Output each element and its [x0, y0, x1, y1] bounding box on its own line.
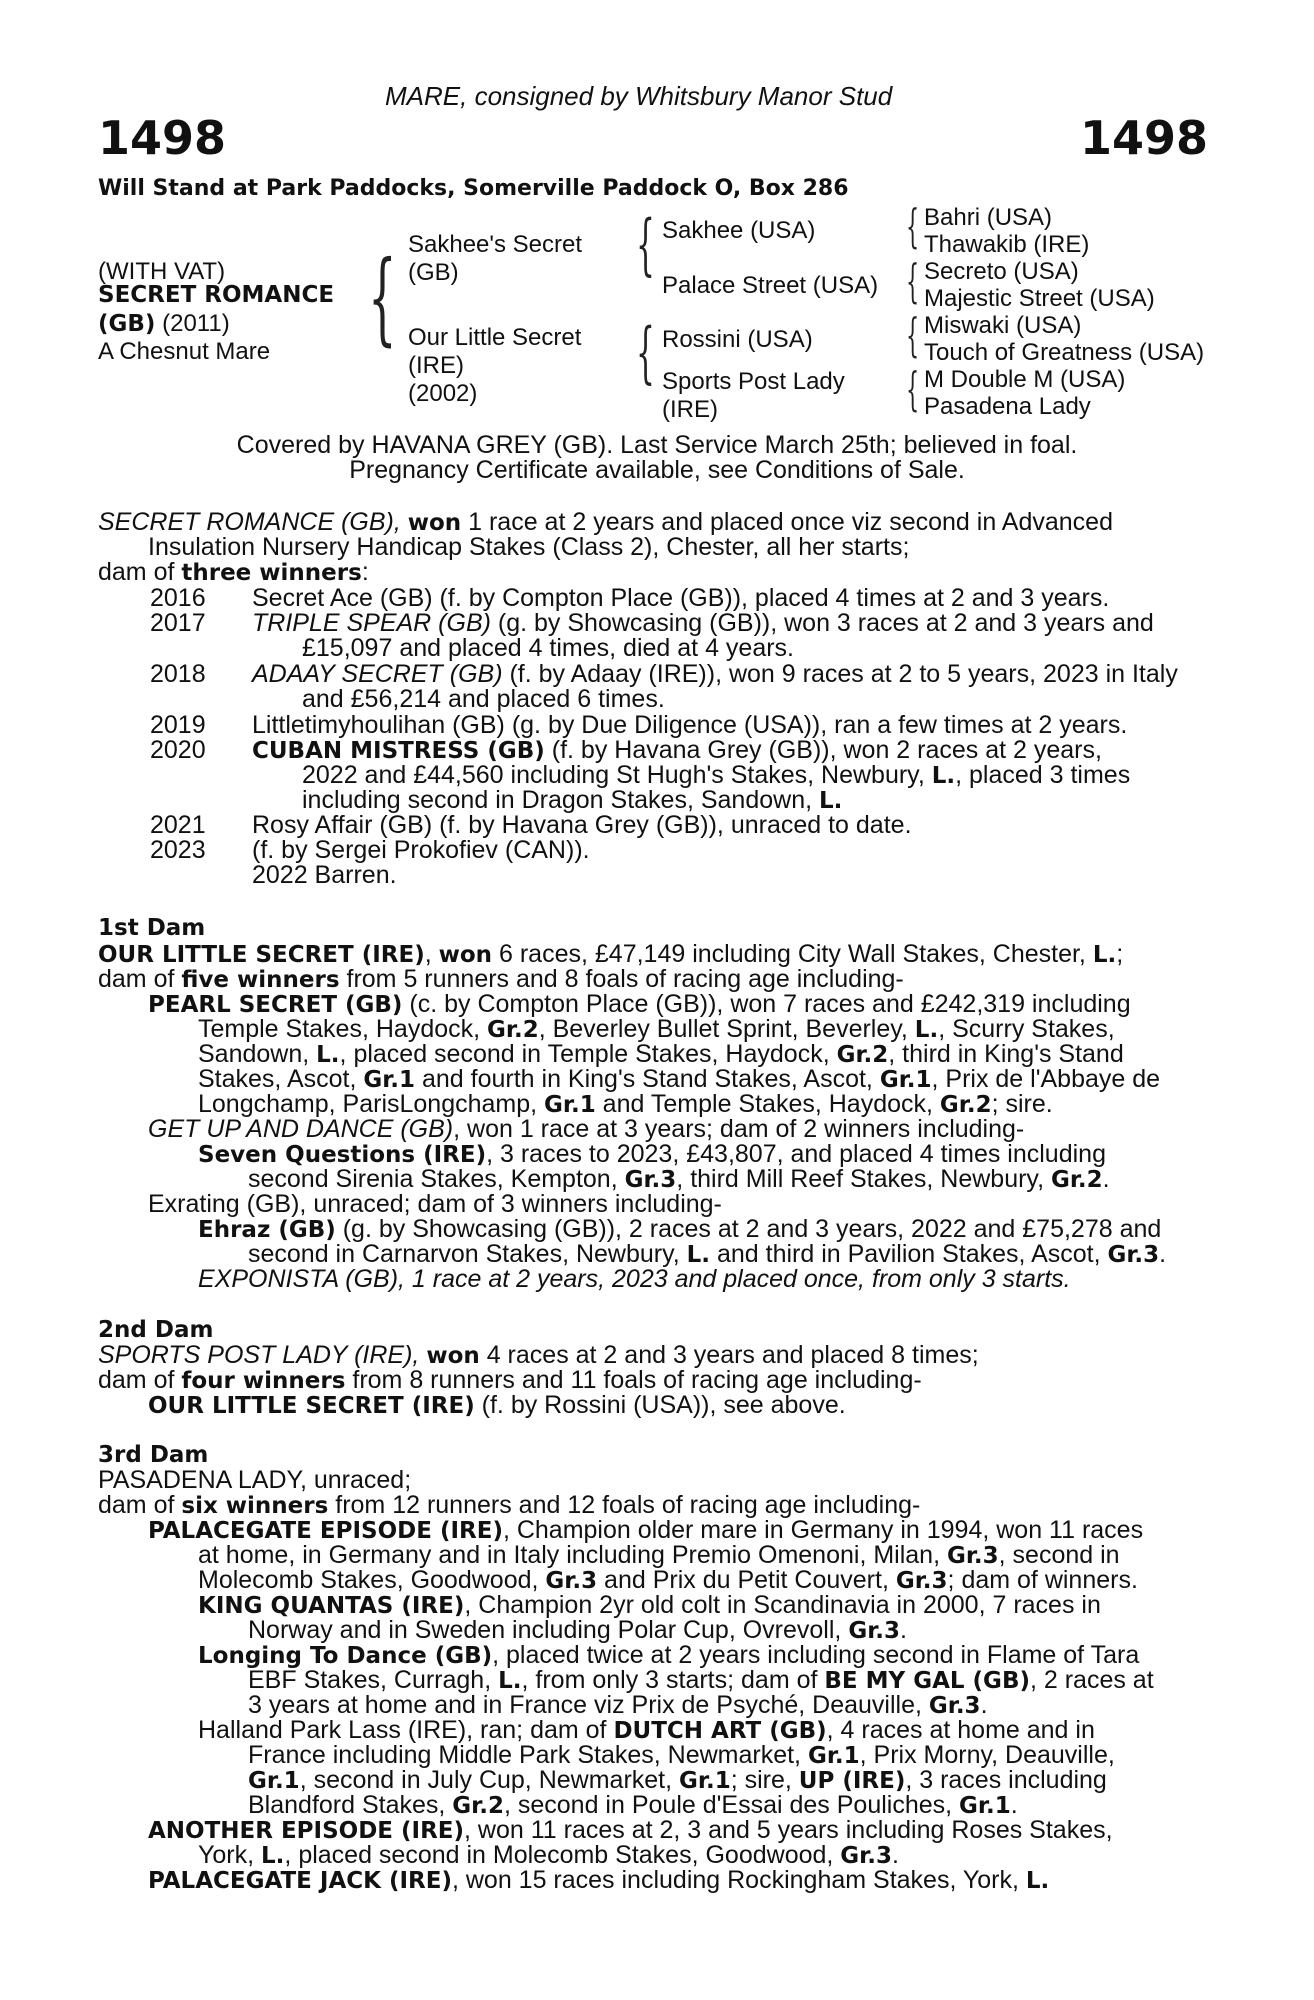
- text: , third in King's Stand: [888, 1040, 1124, 1068]
- second-dam-name: SPORTS POST LADY (IRE),: [98, 1341, 427, 1369]
- text: and Temple Stakes, Haydock,: [595, 1090, 940, 1118]
- first-dam-l1: 6 races, £47,149 including City Wall Stakes, Chester,: [492, 940, 1093, 968]
- great-grandsire-6: Touch of Greatness (USA): [924, 339, 1205, 366]
- kq-name: KING QUANTAS (IRE): [198, 1593, 465, 1619]
- grade-mark: Gr.2: [939, 1092, 992, 1118]
- five-winners: five winners: [181, 967, 340, 993]
- great-grandsire-3: Secreto (USA): [924, 258, 1079, 285]
- progeny-detail: (f. by Havana Grey (GB)), won 2 races at 2 years,: [544, 736, 1102, 764]
- progeny-year: 2018: [150, 660, 206, 688]
- progeny-name: ADAAY SECRET (GB): [252, 660, 503, 688]
- great-grandsire-2: Thawakib (IRE): [924, 231, 1090, 258]
- dam-name: Our Little Secret: [408, 324, 582, 351]
- listed-mark: L.: [1025, 1868, 1050, 1894]
- horse-year: (2011): [155, 310, 230, 337]
- seven-name: Seven Questions (IRE): [198, 1142, 487, 1168]
- text: and third in Pavilion Stakes, Ascot,: [710, 1240, 1108, 1268]
- listed-mark: L.: [261, 1843, 285, 1869]
- getup-line: [148, 1117, 1024, 1143]
- great-grandsire-4: Majestic Street (USA): [924, 285, 1155, 312]
- grade-mark: Gr.3: [895, 1568, 948, 1594]
- covered-line-2: Pregnancy Certificate available, see Conditions of Sale.: [349, 456, 965, 484]
- racing-l3c: :: [361, 558, 369, 586]
- consignor-line: MARE, consigned by Whitsbury Manor Stud: [385, 81, 893, 111]
- punct: ;: [1116, 940, 1124, 968]
- text: , 3 races including: [905, 1766, 1107, 1794]
- dam-origin: (IRE): [408, 352, 464, 379]
- grade-mark: Gr.1: [807, 1743, 860, 1769]
- ae-name: ANOTHER EPISODE (IRE): [148, 1818, 465, 1844]
- text: , Prix de l'Abbaye de: [931, 1065, 1161, 1093]
- text: , 4 races at home and in: [826, 1716, 1095, 1744]
- text: from 8 runners and 11 foals of racing age including-: [345, 1366, 922, 1394]
- text: Halland Park Lass (IRE), ran; dam of: [198, 1716, 614, 1744]
- text: , second in: [998, 1541, 1120, 1569]
- text: second in Carnarvon Stakes, Newbury,: [248, 1240, 687, 1268]
- text: , 3 races to 2023, £43,807, and placed 4 times including: [486, 1140, 1106, 1168]
- text: .: [891, 1841, 899, 1869]
- racing-line-2: Insulation Nursery Handicap Stakes (Class 2), Chester, all her starts;: [148, 533, 910, 561]
- progeny-detail: 2022 and £44,560 including St Hugh's Stakes, Newbury,: [302, 761, 932, 789]
- progeny-name: TRIPLE SPEAR (GB): [252, 609, 491, 637]
- grade-mark: Gr.2: [452, 1793, 504, 1819]
- listed-mark: L.: [1092, 942, 1117, 968]
- progeny-text: [252, 662, 1178, 688]
- listed-mark: L.: [316, 1042, 340, 1068]
- exrating-line: Exrating (GB), unraced; dam of 3 winners including-: [148, 1190, 722, 1218]
- third-dam-line-1: PASADENA LADY, unraced;: [98, 1466, 412, 1494]
- text: and fourth in King's Stand Stakes, Ascot,: [415, 1065, 880, 1093]
- progeny-text-cont: 2022 Barren.: [252, 861, 397, 889]
- grandsire-1: Sakhee (USA): [662, 217, 816, 244]
- text: EBF Stakes, Curragh,: [248, 1666, 499, 1694]
- text: Molecomb Stakes, Goodwood,: [198, 1566, 546, 1594]
- grandsire-4: Sports Post Lady: [662, 368, 845, 395]
- progeny-text: (f. by Sergei Prokofiev (CAN)).: [252, 836, 590, 864]
- sire-origin: (GB): [408, 259, 459, 286]
- pj-line: [148, 1868, 1049, 1895]
- grade-mark: Gr.3: [1107, 1242, 1160, 1268]
- brace-sire: {: [636, 206, 655, 283]
- dam-year: (2002): [408, 380, 478, 407]
- listed-mark: L.: [498, 1668, 522, 1694]
- brace-g4: {: [906, 362, 920, 416]
- grade-mark: Gr.1: [959, 1793, 1011, 1819]
- racing-l3a: dam of: [98, 558, 182, 586]
- text: (g. by Showcasing (GB)), 2 races at 2 and 3 years, 2022 and £75,278 and: [335, 1215, 1162, 1243]
- grade-mark: Gr.3: [848, 1618, 900, 1644]
- text: , 2 races at: [1029, 1666, 1154, 1694]
- text: second Sirenia Stakes, Kempton,: [248, 1165, 625, 1193]
- four-winners: four winners: [181, 1368, 346, 1394]
- ols-name: OUR LITTLE SECRET (IRE): [148, 1393, 475, 1419]
- racing-line-3: [98, 560, 369, 587]
- grade-mark: Gr.3: [624, 1167, 677, 1193]
- progeny-year: 2016: [150, 584, 206, 612]
- text: , second in Poule d'Essai des Pouliches,: [503, 1791, 960, 1819]
- sire-name: Sakhee's Secret: [408, 231, 583, 258]
- text: Blandford Stakes,: [248, 1791, 453, 1819]
- grade-mark: Gr.1: [248, 1768, 300, 1794]
- text: from 5 runners and 8 foals of racing age including-: [339, 965, 904, 993]
- text: , won 11 races at 2, 3 and 5 years including Roses Stakes,: [464, 1816, 1113, 1844]
- text: at home, in Germany and in Italy including Premio Omenoni, Milan,: [198, 1541, 947, 1569]
- grade-mark: Gr.3: [928, 1693, 981, 1719]
- grade-mark: Gr.3: [545, 1568, 598, 1594]
- great-grandsire-1: Bahri (USA): [924, 204, 1053, 231]
- text: Stakes, Ascot,: [198, 1065, 364, 1093]
- ltd-name: Longing To Dance (GB): [198, 1643, 493, 1669]
- text: .: [900, 1616, 907, 1644]
- text: .: [980, 1691, 988, 1719]
- text: , placed twice at 2 years including second in Flame of Tara: [492, 1641, 1140, 1669]
- progeny-year: 2019: [150, 711, 206, 739]
- text: France including Middle Park Stakes, Newmarket,: [248, 1741, 808, 1769]
- text: , Champion 2yr old colt in Scandinavia in 2000, 7 races in: [464, 1591, 1101, 1619]
- grade-mark: Gr.1: [363, 1067, 416, 1093]
- text: (c. by Compton Place (GB)), won 7 races and £242,319 including: [402, 990, 1131, 1018]
- grandsire-3: Rossini (USA): [662, 326, 813, 353]
- ehraz-name: Ehraz (GB): [198, 1217, 336, 1243]
- text: , placed second in Molecomb Stakes, Goodwood,: [284, 1841, 841, 1869]
- lot-number-right: 1498: [1079, 111, 1208, 165]
- progeny-detail: (g. by Showcasing (GB)), won 3 races at 2 and 3 years and: [490, 609, 1154, 637]
- racing-l1-tail: 1 race at 2 years and placed once viz second in Advanced: [461, 508, 1113, 536]
- text: , from only 3 starts; dam of: [521, 1666, 825, 1694]
- horse-name: SECRET ROMANCE: [98, 282, 335, 308]
- pe-name: PALACEGATE EPISODE (IRE): [148, 1518, 503, 1544]
- progeny-text: [252, 611, 1154, 637]
- text: .: [1102, 1165, 1110, 1193]
- text: dam of: [98, 1491, 182, 1519]
- grade-mark: Gr.2: [487, 1017, 539, 1043]
- great-grandsire-5: Miswaki (USA): [924, 312, 1082, 339]
- comma: ,: [424, 940, 439, 968]
- lot-number-left: 1498: [98, 111, 227, 165]
- vat-note: (WITH VAT): [98, 258, 226, 285]
- bmg-name: BE MY GAL (GB): [824, 1668, 1030, 1694]
- progeny-detail: (f. by Adaay (IRE)), won 9 races at 2 to 5 years, 2023 in Italy: [502, 660, 1178, 688]
- text: , second in July Cup, Newmarket,: [299, 1766, 680, 1794]
- text: , Beverley Bullet Sprint, Beverley,: [538, 1015, 915, 1043]
- brace-g3: {: [906, 308, 920, 362]
- third-dam-heading: 3rd Dam: [98, 1442, 209, 1468]
- text: (f. by Rossini (USA)), see above.: [474, 1391, 846, 1419]
- up-name: UP (IRE): [798, 1768, 906, 1794]
- progeny-text-cont: £15,097 and placed 4 times, died at 4 years.: [302, 634, 794, 662]
- text: Longchamp, ParisLongchamp,: [198, 1090, 545, 1118]
- text: from 12 runners and 12 foals of racing age including-: [328, 1491, 921, 1519]
- text: , Champion older mare in Germany in 1994, won 11 races: [502, 1516, 1144, 1544]
- racing-horse-name: SECRET ROMANCE (GB),: [98, 508, 408, 536]
- text: .: [1159, 1240, 1167, 1268]
- progeny-detail: , placed 3 times: [955, 761, 1131, 789]
- second-dam-line-3: [148, 1393, 846, 1420]
- text: Sandown,: [198, 1040, 317, 1068]
- horse-origin: (GB): [98, 311, 156, 337]
- six-winners: six winners: [181, 1493, 329, 1519]
- racing-won: won: [407, 510, 462, 536]
- pearl-name: PEARL SECRET (GB): [148, 992, 403, 1018]
- text: ; sire,: [730, 1766, 799, 1794]
- getup-name: GET UP AND DANCE (GB): [148, 1115, 454, 1143]
- text: ; sire.: [991, 1090, 1053, 1118]
- progeny-year: 2017: [150, 609, 206, 637]
- listed-mark: L.: [686, 1242, 711, 1268]
- racing-three-winners: three winners: [181, 560, 362, 586]
- grade-mark: Gr.3: [840, 1843, 892, 1869]
- text: Norway and in Sweden including Polar Cup, Ovrevoll,: [248, 1616, 849, 1644]
- progeny-text: Secret Ace (GB) (f. by Compton Place (GB)), placed 4 times at 2 and 3 years.: [252, 584, 1110, 612]
- grade-mark: Gr.2: [1050, 1167, 1103, 1193]
- text: , Scurry Stakes,: [938, 1015, 1115, 1043]
- stabling-line: Will Stand at Park Paddocks, Somerville Paddock O, Box 286: [98, 176, 849, 201]
- listed-mark: L.: [914, 1017, 939, 1043]
- great-grandsire-8: Pasadena Lady: [924, 393, 1091, 420]
- dutch-art-name: DUTCH ART (GB): [613, 1718, 827, 1744]
- brace-main: {: [368, 239, 397, 356]
- great-grandsire-7: M Double M (USA): [924, 366, 1126, 393]
- won-label: won: [426, 1343, 480, 1369]
- text: ; dam of winners.: [947, 1566, 1138, 1594]
- grandsire-4-origin: (IRE): [662, 396, 718, 423]
- covered-line-1: Covered by HAVANA GREY (GB). Last Service March 25th; believed in foal.: [236, 431, 1078, 459]
- text: Temple Stakes, Haydock,: [198, 1015, 488, 1043]
- progeny-name: CUBAN MISTRESS (GB): [252, 738, 545, 764]
- text: , third Mill Reef Stakes, Newbury,: [676, 1165, 1051, 1193]
- brace-g2: {: [906, 254, 920, 308]
- text: , Prix Morny, Deauville,: [859, 1741, 1115, 1769]
- text: , won 15 races including Rockingham Stakes, York,: [451, 1866, 1026, 1894]
- progeny-text: Rosy Affair (GB) (f. by Havana Grey (GB)), unraced to date.: [252, 811, 912, 839]
- text: York,: [198, 1841, 262, 1869]
- pj-name: PALACEGATE JACK (IRE): [148, 1868, 452, 1894]
- text: and Prix du Petit Couvert,: [597, 1566, 896, 1594]
- listed-mark: L.: [819, 788, 843, 814]
- grade-mark: Gr.1: [544, 1092, 596, 1118]
- listed-mark: L.: [931, 763, 956, 789]
- progeny-text-cont: and £56,214 and placed 6 times.: [302, 685, 665, 713]
- progeny-detail: including second in Dragon Stakes, Sandown,: [302, 786, 819, 814]
- grade-mark: Gr.2: [836, 1042, 889, 1068]
- text: dam of: [98, 965, 182, 993]
- text: , placed second in Temple Stakes, Haydock,: [339, 1040, 837, 1068]
- progeny-text: Littletimyhoulihan (GB) (g. by Due Diligence (USA)), ran a few times at 2 years.: [252, 711, 1128, 739]
- progeny-year: 2023: [150, 836, 206, 864]
- text: 4 races at 2 and 3 years and placed 8 times;: [479, 1341, 979, 1369]
- grandsire-2: Palace Street (USA): [662, 272, 879, 299]
- progeny-year: 2021: [150, 811, 206, 839]
- brace-g1: {: [906, 199, 920, 253]
- text: , won 1 race at 3 years; dam of 2 winners including-: [453, 1115, 1025, 1143]
- text: dam of: [98, 1366, 182, 1394]
- text: 3 years at home and in France viz Prix de Psyché, Deauville,: [248, 1691, 929, 1719]
- grade-mark: Gr.1: [679, 1768, 731, 1794]
- horse-origin-year: [98, 310, 230, 338]
- horse-description: A Chesnut Mare: [98, 338, 271, 365]
- exponista-line: EXPONISTA (GB), 1 race at 2 years, 2023 and placed once, from only 3 starts.: [198, 1265, 1071, 1293]
- first-dam-name: OUR LITTLE SECRET (IRE): [98, 942, 425, 968]
- brace-dam: {: [636, 314, 655, 391]
- text: .: [1010, 1791, 1018, 1819]
- grade-mark: Gr.1: [879, 1067, 932, 1093]
- won-label: won: [438, 942, 493, 968]
- progeny-year: 2020: [150, 736, 206, 764]
- grade-mark: Gr.3: [946, 1543, 999, 1569]
- second-dam-heading: 2nd Dam: [98, 1317, 214, 1343]
- first-dam-heading: 1st Dam: [98, 915, 206, 941]
